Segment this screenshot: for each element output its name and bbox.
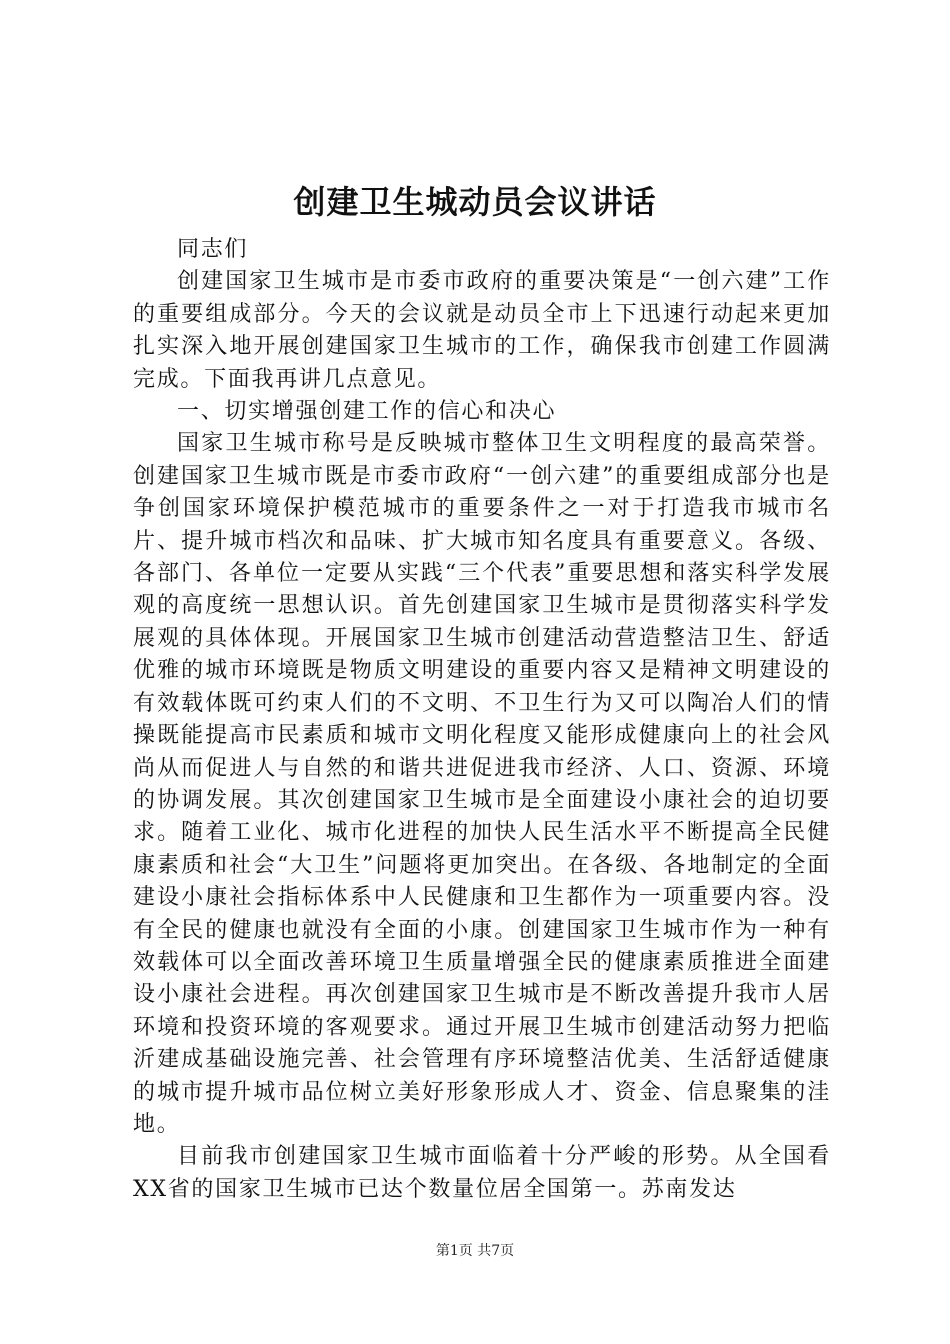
body-paragraph: 国家卫生城市称号是反映城市整体卫生文明程度的最高荣誉。创建国家卫生城市既是市委市政府“一创六建”的重要组成部分也是争创国家环境保护模范城市的重要条件之一对于打造我市城市名片、提升城市档次和品味、扩大城市知名度具有重要意义。各级、各部门、各单位一定要从实践“三个代表”重要思想和落实科学发展观的高度统一思想认识。首先创建国家卫生城市是贯彻落实科学发展观的具体体现。开展国家卫生城市创建活动营造整洁卫生、舒适优雅的城市环境既是物质文明建设的重要内容又是精神文明建设的有效载体既可约束人们的不文明、不卫生行为又可以陶冶人们的情操既能提高市民素质和城市文明化程度又能形成健康向上的社会风尚从而促进人与自然的和谐共进促进我市经济、人口、资源、环境的协调发展。其次创建国家卫生城市是全面建设小康社会的迫切要求。随着工业化、城市化进程的加快人民生活水平不断提高全民健康素质和社会“大卫生”问题将更加突出。在各级、各地制定的全面建设小康社会指标体系中人民健康和卫生都作为一项重要内容。没有全民的健康也就没有全面的小康。创建国家卫生城市作为一种有效载体可以全面改善环境卫生质量增强全民的健康素质推进全面建设小康社会进程。再次创建国家卫生城市是不断改善提升我市人居环境和投资环境的客观要求。通过开展卫生城市创建活动努力把临沂建成基础设施完善、社会管理有序环境整洁优美、生活舒适健康的城市提升城市品位树立美好形象形成人才、资金、信息聚集的洼地。: [133, 431, 831, 1137]
section-heading: 一、切实增强创建工作的信心和决心: [177, 399, 557, 425]
document-title: 创建卫生城动员会议讲话: [293, 183, 657, 221]
page-number-footer: 第1页 共7页: [435, 1243, 515, 1259]
intro-paragraph: 创建国家卫生城市是市委市政府的重要决策是“一创六建”工作的重要组成部分。今天的会议就是动员全市上下迅速行动起来更加扎实深入地开展创建国家卫生城市的工作，确保我市创建工作圆满完成。下面我再讲几点意见。: [133, 269, 831, 392]
body-paragraph: 目前我市创建国家卫生城市面临着十分严峻的形势。从全国看XX省的国家卫生城市已达个数量位居全国第一。苏南发达: [133, 1144, 831, 1202]
salutation-paragraph: 同志们: [177, 237, 249, 262]
document-body: [133, 234, 831, 1206]
